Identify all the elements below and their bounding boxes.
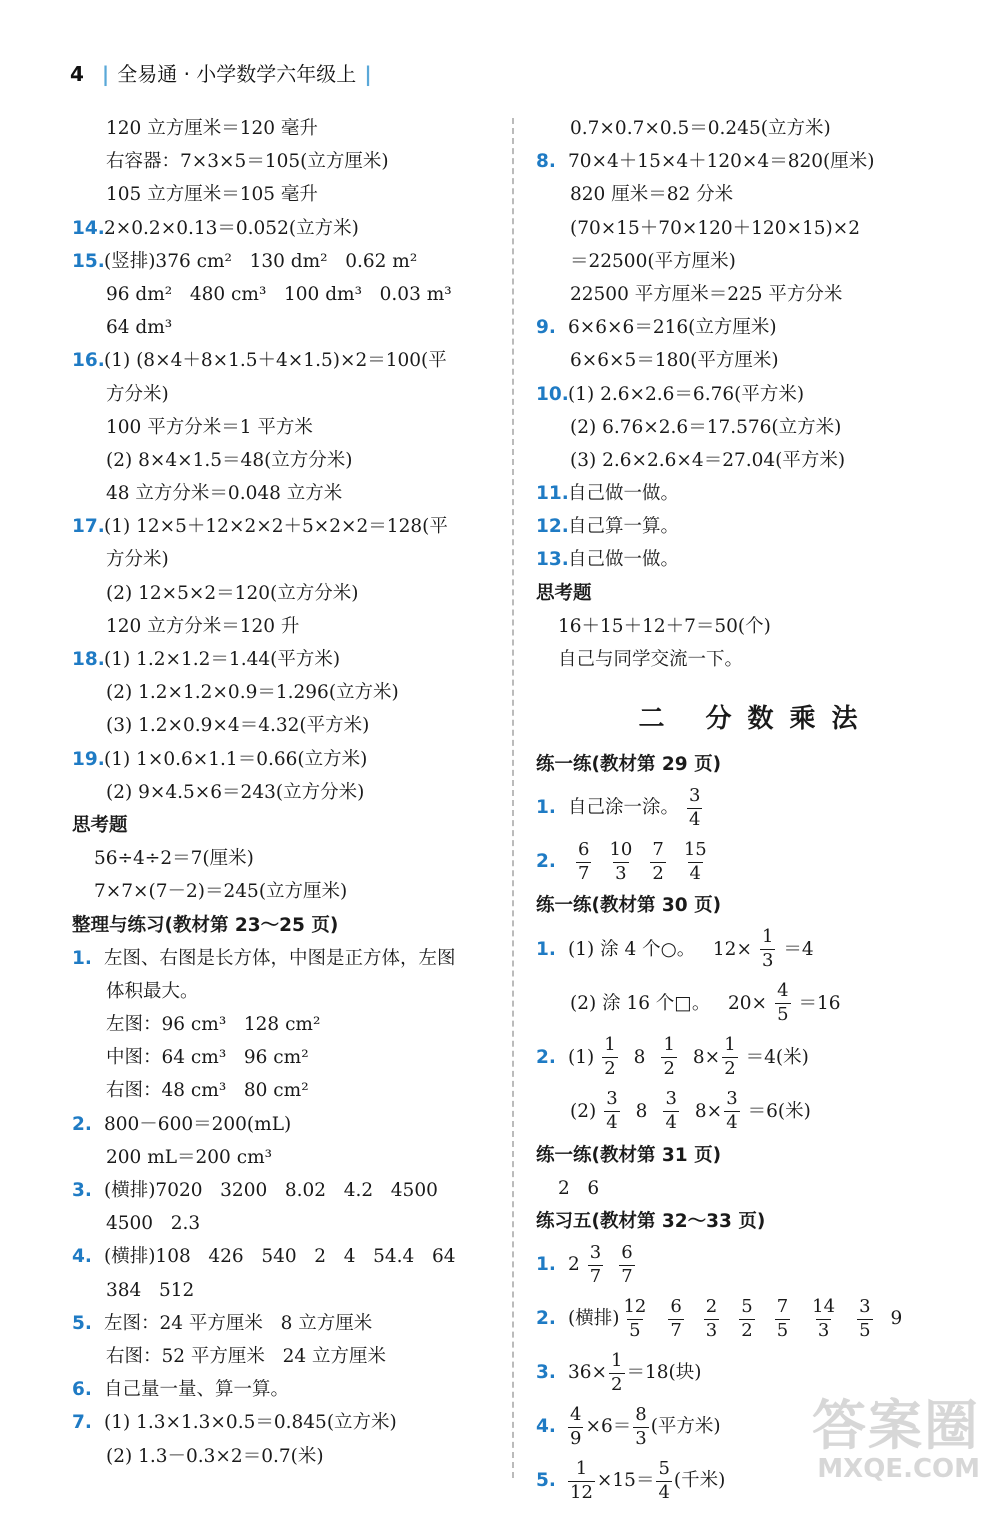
question-number: 9.	[536, 317, 556, 339]
subsection-heading: 练一练(教材第 30 页)	[536, 895, 722, 917]
answer-text: 中图：64 cm³ 96 cm²	[106, 1047, 309, 1069]
fraction: $\frac{3}{7}$	[589, 1241, 602, 1287]
answer-text: (1) (8×4＋8×1.5＋4×1.5)×2＝100(平	[104, 350, 447, 372]
answer-line: 2. $\frac{6}{7}$ $\frac{10}{3}$ $\frac{7}{2}$ $\frac{15}{4}$	[536, 838, 707, 884]
answer-text: (1) 12×5＋12×2×2＋5×2×2＝128(平	[104, 516, 448, 538]
answer-line	[72, 411, 502, 444]
fraction: $\frac{5}{2}$	[741, 1295, 753, 1341]
answer-line	[536, 145, 976, 178]
answer-line	[72, 278, 502, 311]
column-divider	[512, 118, 514, 1478]
answer-text: 自己做一做。	[568, 483, 680, 505]
answer-text: (2) 9×4.5×6＝243(立方分米)	[106, 781, 365, 803]
fraction: $\frac{4}{5}$	[777, 980, 789, 1026]
answer-text: 整理与练习(教材第 23～25 页)	[72, 914, 339, 936]
answer-text: 右图：48 cm³ 80 cm²	[106, 1080, 309, 1102]
answer-text: (2) 12×5×2＝120(立方分米)	[106, 582, 359, 604]
fraction: $\frac{4}{9}$	[570, 1403, 582, 1449]
question-number: 14.	[72, 217, 105, 239]
answer-text: (70×15＋70×120＋120×15)×2	[570, 217, 860, 239]
answer-line	[72, 975, 502, 1008]
question-number: 3.	[72, 1180, 92, 1201]
fraction: $\frac{6}{7}$	[578, 838, 590, 884]
question-number: 19.	[72, 748, 105, 770]
fraction: $\frac{12}{5}$	[623, 1295, 647, 1341]
answer-text: 6×6×5＝180(平方厘米)	[570, 350, 779, 372]
right-column	[536, 112, 976, 1508]
fraction: $\frac{1}{2}$	[724, 1034, 736, 1080]
answer-line	[72, 776, 502, 809]
subsection-heading	[536, 577, 976, 610]
fraction: $\frac{3}{4}$	[726, 1088, 738, 1134]
fraction: $\frac{3}{4}$	[606, 1088, 618, 1134]
question-number: 10.	[536, 383, 569, 405]
fraction: $\frac{3}{4}$	[689, 784, 701, 830]
answer-line	[536, 477, 976, 510]
answer-line	[72, 1074, 502, 1107]
answer-text: (竖排)376 cm² 130 dm² 0.62 m²	[104, 250, 418, 272]
answer-line	[536, 311, 976, 344]
answer-line	[72, 1274, 502, 1307]
answer-line	[72, 1141, 502, 1174]
answer-line	[72, 510, 502, 543]
question-number: 7.	[72, 1412, 92, 1434]
answer-line	[72, 344, 502, 377]
answer-text: 64 dm³	[106, 317, 173, 339]
answer-line	[72, 444, 502, 477]
fraction: $\frac{3}{5}$	[859, 1295, 871, 1341]
answer-line	[72, 178, 502, 211]
fraction: $\frac{5}{4}$	[658, 1457, 670, 1503]
answer-line: 2. (1) $\frac{1}{2}$ 8 $\frac{1}{2}$ 8× $\frac{1}{2}$ ＝4(米)	[536, 1034, 809, 1080]
answer-text: 右容器：7×3×5＝105(立方厘米)	[106, 151, 389, 173]
fraction: $\frac{15}{4}$	[683, 838, 707, 884]
answer-line: 2 6	[558, 1177, 600, 1199]
answer-line	[72, 875, 502, 908]
answer-text: 820 厘米＝82 分米	[570, 184, 734, 206]
answer-line	[72, 743, 502, 776]
header-divider: |	[101, 62, 110, 86]
question-number: 1.	[72, 947, 92, 969]
answer-text: (1) 1.2×1.2＝1.44(平方米)	[104, 649, 341, 670]
answer-text: 48 立方分米＝0.048 立方米	[106, 483, 343, 505]
answer-text: 自己量一量、算一算。	[104, 1379, 290, 1401]
answer-text: 100 平方分米＝1 平方米	[106, 416, 313, 438]
book-title: 全易通 · 小学数学六年级上	[117, 62, 357, 86]
answer-text: (2) 1.3－0.3×2＝0.7(米)	[106, 1445, 324, 1467]
answer-line	[72, 145, 502, 178]
answer-line	[536, 112, 976, 145]
answer-line	[72, 1307, 502, 1340]
answer-text: (2) 1.2×1.2×0.9＝1.296(立方米)	[106, 682, 399, 704]
answer-text: 16＋15＋12＋7＝50(个)	[558, 615, 771, 637]
answer-text: 左图：96 cm³ 128 cm²	[106, 1014, 321, 1036]
answer-text: 70×4＋15×4＋120×4＝820(厘米)	[568, 151, 875, 173]
fraction: $\frac{1}{2}$	[611, 1349, 623, 1395]
answer-line	[536, 344, 976, 377]
answer-text: 右图：52 平方厘米 24 立方厘米	[106, 1345, 386, 1367]
answer-text: 96 dm² 480 cm³ 100 dm³ 0.03 m³	[106, 283, 452, 305]
answer-line	[536, 510, 976, 543]
answer-text: 体积最大。	[106, 980, 199, 1002]
answer-text: 105 立方厘米＝105 毫升	[106, 184, 318, 206]
subsection-heading: 练一练(教材第 29 页)	[536, 754, 722, 776]
answer-line	[536, 610, 976, 643]
left-column	[72, 112, 502, 1473]
answer-line	[536, 411, 976, 444]
subsection-heading: 练一练(教材第 31 页)	[536, 1144, 722, 1166]
question-number: 18.	[72, 649, 105, 670]
page-number: 4	[70, 62, 84, 86]
answer-line	[72, 212, 502, 245]
question-number: 4.	[72, 1246, 92, 1268]
answer-line	[72, 477, 502, 510]
answer-line: (2) $\frac{3}{4}$ 8 $\frac{3}{4}$ 8× $\frac{3}{4}$ ＝6(米)	[570, 1088, 811, 1134]
answer-line: (2) 涂 16 个□。 20× $\frac{4}{5}$ ＝16	[570, 980, 841, 1026]
answer-line	[72, 543, 502, 576]
answer-line	[72, 378, 502, 411]
section-title: 二 分数乘法	[638, 704, 874, 735]
answer-line	[72, 610, 502, 643]
fraction: $\frac{1}{2}$	[663, 1034, 675, 1080]
question-number: 15.	[72, 250, 105, 272]
question-number: 13.	[536, 549, 569, 571]
answer-text: 2×0.2×0.13＝0.052(立方米)	[104, 217, 359, 239]
answer-text: (2) 8×4×1.5＝48(立方分米)	[106, 449, 353, 471]
answer-line	[72, 1041, 502, 1074]
answer-line	[72, 1240, 502, 1273]
answer-text: (3) 2.6×2.6×4＝27.04(平方米)	[570, 449, 846, 471]
answer-line: 5. $\frac{1}{12}$ ×15＝ $\frac{5}{4}$ (千米)	[536, 1457, 726, 1503]
answer-line	[72, 112, 502, 145]
answer-text: (1) 1×0.6×1.1＝0.66(立方米)	[104, 748, 368, 770]
answer-line: 4. $\frac{4}{9}$ ×6＝ $\frac{8}{3}$ (平方米)	[536, 1403, 721, 1449]
answer-line: 3. 36× $\frac{1}{2}$ ＝18(块)	[536, 1349, 702, 1395]
question-number: 12.	[536, 516, 569, 538]
question-number: 17.	[72, 516, 105, 538]
answer-text: (1) 2.6×2.6＝6.76(平方米)	[568, 383, 805, 405]
answer-text: 200 mL＝200 cm³	[106, 1146, 273, 1168]
answer-text: 120 立方厘米＝120 毫升	[106, 118, 318, 139]
fraction: $\frac{8}{3}$	[635, 1403, 647, 1449]
answer-line	[536, 643, 976, 676]
answer-line	[72, 709, 502, 742]
answer-line	[72, 1008, 502, 1041]
header-divider-end: |	[364, 62, 372, 86]
answer-line	[536, 278, 976, 311]
answer-line	[72, 245, 502, 278]
answer-line	[536, 444, 976, 477]
answer-line	[536, 245, 976, 278]
answer-line: 1. (1) 涂 4 个○。 12× $\frac{1}{3}$ ＝4	[536, 926, 814, 972]
fraction: $\frac{1}{12}$	[570, 1457, 593, 1503]
answer-text: 56÷4÷2＝7(厘米)	[94, 848, 254, 870]
answer-line	[536, 378, 976, 411]
fraction: $\frac{3}{4}$	[665, 1088, 677, 1134]
answer-text: (3) 1.2×0.9×4＝4.32(平方米)	[106, 715, 370, 737]
answer-text: 22500 平方厘米＝225 平方分米	[570, 283, 843, 305]
answer-text: 方分米)	[106, 549, 169, 571]
question-number: 2.	[72, 1113, 92, 1135]
answer-text: 左图：24 平方厘米 8 立方厘米	[104, 1312, 373, 1334]
question-number: 6.	[72, 1379, 92, 1401]
answer-text: (2) 6.76×2.6＝17.576(立方米)	[570, 416, 842, 438]
answer-line	[72, 842, 502, 875]
answer-line	[72, 1406, 502, 1439]
answer-text: 自己做一做。	[568, 549, 680, 571]
answer-line	[72, 577, 502, 610]
question-number: 8.	[536, 151, 556, 173]
fraction: $\frac{1}{3}$	[761, 926, 774, 972]
answer-text: 0.7×0.7×0.5＝0.245(立方米)	[570, 118, 831, 139]
answer-text: 120 立方分米＝120 升	[106, 615, 300, 637]
answer-text: 方分米)	[106, 383, 169, 405]
fraction: $\frac{6}{7}$	[621, 1241, 633, 1287]
fraction: $\frac{14}{3}$	[812, 1295, 836, 1341]
subsection-heading: 练习五(教材第 32～33 页)	[536, 1210, 766, 1232]
answer-line	[72, 942, 502, 975]
answer-text: (1) 1.3×1.3×0.5＝0.845(立方米)	[104, 1412, 397, 1434]
answer-line	[72, 643, 502, 676]
answer-line	[536, 178, 976, 211]
answer-text: 800－600＝200(mL)	[104, 1113, 292, 1135]
subsection-heading	[72, 809, 502, 842]
answer-text: 自己算一算。	[568, 516, 680, 538]
answer-text: (横排)7020 3200 8.02 4.2 4500	[104, 1180, 438, 1201]
question-number: 11.	[536, 483, 569, 505]
answer-line: 2. (横排) $\frac{12}{5}$ $\frac{6}{7}$ $\frac{2}{3}$ $\frac{5}{2}$ $\frac{7}{5}$ $\frac{14}{3}$ $\frac{3}{5}$ 9	[536, 1295, 903, 1341]
answer-line	[72, 676, 502, 709]
answer-line	[536, 212, 976, 245]
answer-line	[72, 1340, 502, 1373]
answer-line	[72, 1207, 502, 1240]
answer-text: (横排)108 426 540 2 4 54.4 64	[104, 1246, 456, 1268]
answer-text: 左图、右图是长方体，中图是正方体，左图	[104, 947, 456, 969]
question-number: 5.	[72, 1312, 92, 1334]
answer-text: 7×7×(7－2)＝245(立方厘米)	[94, 881, 348, 903]
fraction: $\frac{1}{2}$	[604, 1034, 616, 1080]
fraction: $\frac{10}{3}$	[609, 838, 633, 884]
question-number: 16.	[72, 350, 105, 372]
answer-line	[72, 1108, 502, 1141]
answer-text: 4500 2.3	[106, 1213, 201, 1235]
fraction: $\frac{2}{3}$	[705, 1295, 718, 1341]
answer-text: 6×6×6＝216(立方厘米)	[568, 317, 777, 339]
subsection-heading	[72, 909, 502, 942]
answer-text: 自己与同学交流一下。	[558, 649, 744, 670]
answer-text: 384 512	[106, 1279, 195, 1301]
watermark: 答案圈 MXQE.COM	[812, 1394, 980, 1484]
page-header	[70, 58, 380, 87]
answer-text: ＝22500(平方厘米)	[570, 250, 736, 272]
answer-line: 1. 2 $\frac{3}{7}$ $\frac{6}{7}$	[536, 1241, 633, 1287]
answer-text: 思考题	[72, 814, 128, 836]
answer-line	[72, 1440, 502, 1473]
answer-line	[72, 1174, 502, 1207]
answer-line	[536, 543, 976, 576]
fraction: $\frac{7}{2}$	[652, 838, 664, 884]
answer-text: 思考题	[536, 582, 592, 604]
fraction: $\frac{6}{7}$	[670, 1295, 682, 1341]
answer-line	[72, 311, 502, 344]
fraction: $\frac{7}{5}$	[776, 1295, 789, 1341]
answer-line: 1. 自己涂一涂。 $\frac{3}{4}$	[536, 784, 701, 830]
answer-line	[72, 1373, 502, 1406]
